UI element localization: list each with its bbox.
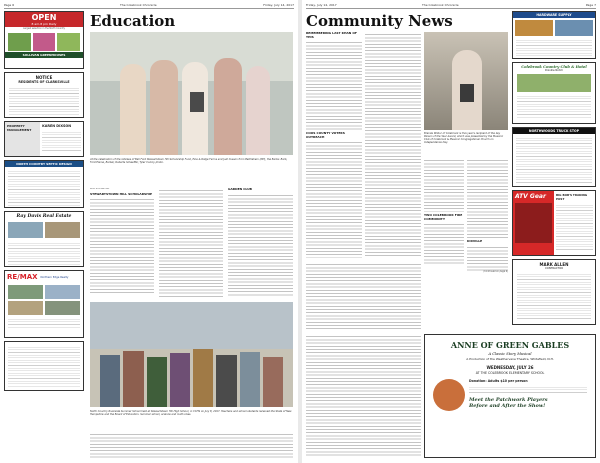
community-lower-text [306,262,421,330]
hardware-ad-title: HARDWARE SUPPLY [513,12,595,18]
septic-ad [4,160,84,208]
house-photo [45,222,80,238]
septic-ad-title: NORTH COUNTRY SEPTIC DESIGN [5,161,83,167]
right-folio-date: Friday, July 14, 2017 [306,3,337,7]
award-photo [424,32,508,130]
community-kicker-4: DIXVILLE [467,239,483,243]
property-ad [4,121,84,157]
country-club-sub: Dixville Notch [545,69,563,72]
remax-ad [4,270,84,338]
continued-note: (Continued on page 9) [483,269,508,273]
hardware-ad [512,11,596,59]
right-folio-page: Page 7 [585,3,596,7]
community-bottom-text [306,334,421,458]
community-column-4 [467,158,508,278]
anne-green-gables-ad [424,334,596,458]
notice-ad-label: NOTICE [35,75,53,80]
ray-davis-ad [4,211,84,267]
left-folio [4,3,294,9]
community-column-2 [365,32,421,258]
summer-school-caption: North Country Riverside Summer School held at Stewartstown Hill High School, in CCHS on July 8, 2017. Teachers and school students received the State of New Hampshire and the Board of Education. Summer school, science and math class. [90,410,292,417]
anne-ad-line5: Donation: Adults $10 per person [469,379,528,383]
article-column-3 [228,188,293,298]
community-kicker-1: REMEMBERING LAST KHAN OF THIS [306,32,357,39]
left-folio-paper: The Colebrook Chronicle [120,3,157,7]
left-bottom-text [90,432,293,459]
notice-ad-title: RESIDENTS OF CLARKSVILLE [18,80,70,84]
remax-logo: RE/MAX [7,273,38,281]
open-ad-headline: OPEN [31,13,57,22]
community-column-1 [306,32,362,258]
anne-ad-line4: AT THE COLEBROOK ELEMENTARY SCHOOL [475,371,545,375]
article-kicker-2: GARDEN CLUB [228,188,252,191]
anne-ad-line1: A Classic Story Musical [488,352,532,356]
mark-allen-ad [512,259,596,325]
greenhouse-name: SULLIVAN GREENHOUSES [5,52,83,58]
flower-photo [33,33,56,51]
anne-ad-line2: A Production of the Weathervane Theatre, Whitefield, N.H. [466,357,554,361]
ray-davis-title: Ray Davis Real Estate [16,214,72,219]
award-caption: Brenda Wilbur of Colebrook is this year's recipient of the key Person of the Year Award, which was presented by the Masonic Club of Colebrook & Masonic Congregational Church on Independence Day. [424,132,504,145]
flower-photo [8,33,31,51]
notice-ad [4,72,84,118]
atv-gear-sub: BIG BOB'S TRADING POST [556,193,588,201]
byline: Ruth Zimmerman [90,188,110,190]
page-community-news [302,0,600,463]
right-ad-column [512,11,596,331]
property-ad-title: PROPERTY MANAGEMENT [7,124,32,132]
property-ad-name: KAREN DIXSON [42,124,72,128]
summer-school-photo [90,302,293,407]
country-club-title: Colebrook Country Club & Hotel [521,65,587,69]
house-photo [8,222,43,238]
anne-ad-portrait [433,379,465,411]
page-education [0,0,298,463]
community-kicker-3: TWO COLEBROOK FIRE COMMUNITY [424,213,463,221]
anne-ad-title: ANNE OF GREEN GABLES [450,340,570,350]
scholarship-photo [90,32,293,155]
open-ad-line: Largest selection in the North Country [23,27,65,30]
anne-ad-line3: WEDNESDAY, JULY 26 [486,365,534,370]
atv-gear-ad [512,190,596,256]
section-title-education: Education [90,12,176,30]
atv-gear-title: ATV Gear [515,193,546,200]
scholarship-photo-caption: At the celebration of the retirees of Bell Ford Stewartstown Hill Scholarship Fund, Pine & Ridge Farms and Judi Cusson from Bethlehem (NH), the Barbs: Barb, Ford Elaine, Barber, Roberta Schaeffer, Tyler Colony photo. [90,158,288,165]
section-title-community: Community News [306,12,453,30]
community-kicker-2: COOS COUNTY VOTERS OUTREACH [306,131,345,139]
flower-photo [57,33,80,51]
truck-stop-ad [512,127,596,187]
open-ad-hours: 8 am-8 pm Daily [31,22,57,26]
left-folio-date: Friday, July 14, 2017 [263,3,294,7]
anne-ad-line7: Before and After the Show! [469,403,546,409]
left-ad-column [4,11,84,459]
left-folio-page: Page 6 [4,3,15,7]
bottom-left-ad [4,341,84,391]
mark-allen-sub: CONTRACTOR [544,267,564,270]
article-kicker-1: STEWARTSTOWN HILL SCHOLARSHIP [90,191,153,196]
mark-allen-title: MARK ALLEN [539,262,569,267]
truck-stop-title: NORTHWOODS TRUCK STOP [513,128,595,134]
article-column-2 [159,188,223,298]
anne-ad-line6: Meet the Patchwork Players [469,397,548,403]
right-folio [306,3,596,9]
country-club-ad [512,62,596,124]
open-ad [4,11,84,69]
article-column-1 [90,188,154,298]
right-folio-paper: The Colebrook Chronicle [422,3,459,7]
remax-sub: Northern Edge Realty [40,275,69,279]
